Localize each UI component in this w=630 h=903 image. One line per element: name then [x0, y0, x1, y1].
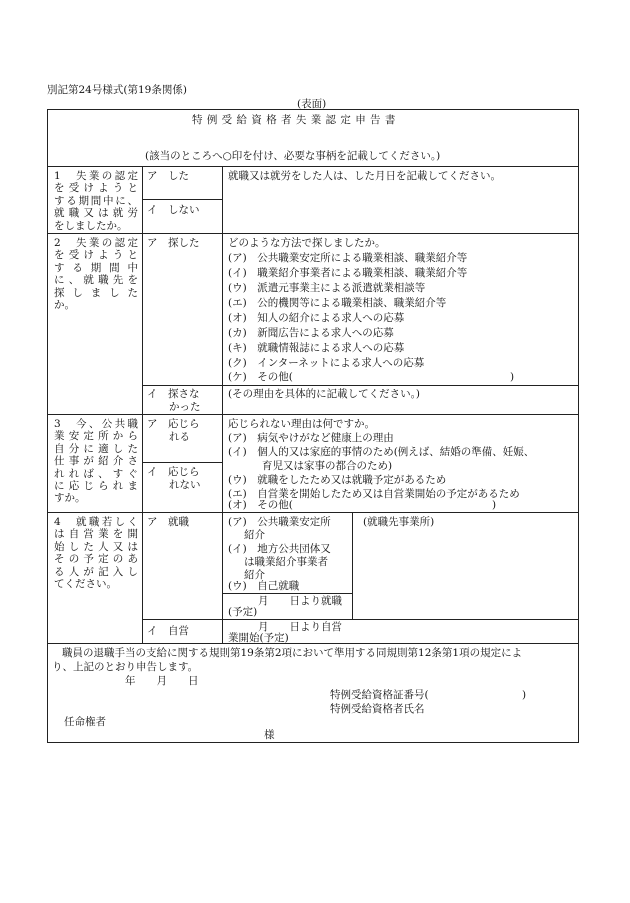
declaration-date[interactable]: 年 月 日 [125, 675, 199, 687]
q1-text: 1 失業の認定 を受けようと する期間中に、 就職又は就労 をしましたか。 [54, 170, 138, 232]
q3-reason-cont: 育児又は家事の都合のため) [262, 460, 393, 472]
self-employ-date[interactable]: 月 日より自営 [258, 621, 342, 633]
q2-option-b[interactable]: イ 探さな かった [147, 388, 201, 413]
q2-method[interactable]: (カ) 新聞広告による求人への応募 [228, 327, 394, 339]
q2-reason-note: (その理由を具体的に記載してください。) [228, 388, 420, 400]
q4-job-option[interactable]: (ア) 公共職業安定所 [228, 516, 331, 528]
q2-method-other-close: ) [510, 371, 515, 383]
q4-job-option[interactable]: (ウ) 自己就職 [228, 580, 300, 592]
q2-method[interactable]: (ウ) 派遣元事業主による派遣就業相談等 [228, 282, 426, 294]
certificate-number-close: ) [522, 689, 527, 701]
q4-option-b[interactable]: イ 自営 [147, 625, 189, 637]
declaration-line-1: 職員の退職手当の支給に関する規則第19条第2項において準用する同規則第12条第1項の規定によ [62, 647, 523, 659]
q2-method[interactable]: (ア) 公共職業安定所による職業相談、職業紹介等 [228, 252, 468, 264]
q2-method[interactable]: (エ) 公的機関等による職業相談、職業紹介等 [228, 297, 447, 309]
q4-option-a[interactable]: ア 就職 [147, 516, 189, 528]
q3-reason-other-close: ) [492, 499, 497, 511]
q4-job-option-cont: 紹介 [244, 569, 265, 581]
declaration-line-2: り、上記のとおり申告します。 [52, 661, 199, 673]
q4-job-option-cont: は職業紹介事業者 [244, 556, 328, 568]
honorific-label: 様 [264, 729, 275, 741]
q3-reason[interactable]: (イ) 個人的又は家庭的事情のため(例えば、結婚の準備、妊娠、 [228, 446, 535, 458]
side-label: (表面) [297, 98, 327, 110]
q1-option-a[interactable]: ア した [147, 170, 189, 182]
appointer-label: 任命権者 [64, 716, 106, 728]
q3-text: 3 今、公共職 業安定所から 自分に適した 仕事が紹介さ れれば、すぐ に応じられま すか。 [54, 418, 138, 505]
q1-option-b[interactable]: イ しない [147, 204, 200, 216]
form-number-label: 別記第24号様式(第19条関係) [47, 84, 187, 96]
q2-text: 2 失業の認定 を受けようと す る 期 間 中 に、就職先を 探 し ま し た か。 [54, 237, 138, 312]
q3-reason-other[interactable]: (オ) その他( [228, 499, 293, 511]
q3-option-b[interactable]: イ 応じら れない [147, 466, 201, 491]
q3-option-a[interactable]: ア 応じら れる [147, 418, 200, 443]
q3-reason[interactable]: (ア) 病気やけがなど健康上の理由 [228, 432, 394, 444]
q4-job-option-cont: 紹介 [244, 529, 265, 541]
q2-prompt: どのような方法で探しましたか。 [228, 237, 386, 249]
employer-label: (就職先事業所) [363, 516, 435, 528]
q2-method-other[interactable]: (ケ) その他( [228, 371, 293, 383]
self-employ-date-note: 業開始(予定) [228, 632, 289, 644]
job-start-date-note: (予定) [228, 606, 258, 618]
applicant-name-label[interactable]: 特例受給資格者氏名 [330, 703, 425, 715]
q2-method[interactable]: (オ) 知人の紹介による求人への応募 [228, 312, 405, 324]
form-title: 特 例 受 給 資 格 者 失 業 認 定 申 告 書 [192, 114, 396, 126]
q2-method[interactable]: (イ) 職業紹介事業者による職業相談、職業紹介等 [228, 267, 468, 279]
certificate-number-label[interactable]: 特例受給資格証番号( [330, 689, 429, 701]
q2-method[interactable]: (ク) インターネットによる求人への応募 [228, 357, 425, 369]
q2-method[interactable]: (キ) 就職情報誌による求人への応募 [228, 342, 405, 354]
q1-detail: 就職又は就労をした人は、した月日を記載してください。 [228, 170, 501, 182]
q3-prompt: 応じられない理由は何ですか。 [228, 418, 375, 430]
q3-reason[interactable]: (エ) 自営業を開始したため又は自営業開始の予定があるため [228, 488, 520, 500]
instruction-text: (該当のところへ○印を付け、必要な事柄を記載してください。) [145, 150, 441, 162]
q2-option-a[interactable]: ア 探した [147, 237, 200, 249]
q4-text: 4 就職若しく は自営業を開 始した人又は その予定のあ る人が記入し てください。 [54, 516, 138, 591]
job-start-date[interactable]: 月 日より就職 [258, 595, 342, 607]
q3-reason[interactable]: (ウ) 就職をしたため又は就職予定があるため [228, 474, 447, 486]
q4-job-option[interactable]: (イ) 地方公共団体又 [228, 543, 331, 555]
